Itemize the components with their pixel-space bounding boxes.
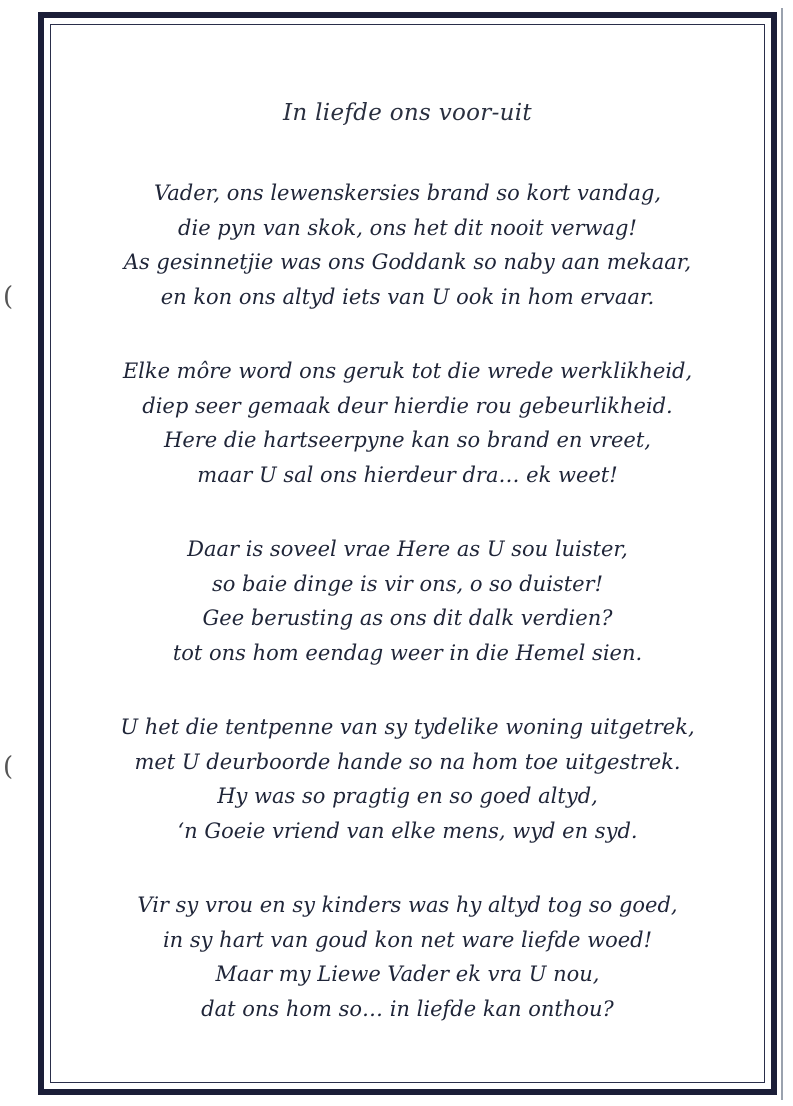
poem-line: die pyn van skok, ons het dit nooit verwag! — [178, 215, 637, 240]
poem-line: Vir sy vrou en sy kinders was hy altyd tog so goed, — [137, 893, 678, 917]
poem-line: Gee berusting as ons dit dalk verdien? — [202, 606, 613, 630]
stanza — [60, 176, 755, 314]
poem-line: Hy was so pragtig en so goed altyd, — [217, 784, 598, 808]
poem-line: diep seer gemaak deur hierdie rou gebeurlikheid. — [142, 393, 673, 418]
stanza — [60, 710, 755, 848]
poem-line: Daar is soveel vrae Here as U sou luister, — [187, 537, 628, 561]
poem-line: U het die tentpenne van sy tydelike woning uitgetrek, — [120, 715, 695, 739]
poem-line: As gesinnetjie was ons Goddank so naby aan mekaar, — [123, 250, 692, 274]
poem-line: in sy hart van goud kon net ware liefde woed! — [162, 927, 653, 952]
binder-hole-mark: ( — [3, 752, 14, 782]
poem-line: Elke môre word ons geruk tot die wrede werklikheid, — [122, 359, 693, 383]
page-edge-shadow — [765, 8, 783, 1100]
poem-line: met U deurboorde hande so na hom toe uitgestrek. — [134, 749, 681, 774]
poem-line: maar U sal ons hierdeur dra… ek weet! — [197, 462, 618, 487]
binder-hole-mark: ( — [3, 282, 14, 312]
stanza — [60, 888, 755, 1026]
poem-line: Vader, ons lewenskersies brand so kort vandag, — [154, 181, 661, 205]
poem-line: tot ons hom eendag weer in die Hemel sien. — [172, 640, 643, 665]
poem-line: so baie dinge is vir ons, o so duister! — [211, 571, 604, 596]
poem-title: In liefde ons voor-uit — [283, 100, 532, 126]
poem-line: en kon ons altyd iets van U ook in hom ervaar. — [160, 284, 655, 309]
stanza — [60, 532, 755, 670]
poem-line: Here die hartseerpyne kan so brand en vreet, — [164, 428, 651, 452]
poem-line: dat ons hom so… in liefde kan onthou? — [201, 996, 614, 1021]
poem-line: Maar my Liewe Vader ek vra U nou, — [215, 962, 600, 986]
poem-line: ‘n Goeie vriend van elke mens, wyd en syd. — [177, 818, 638, 843]
stanza — [60, 354, 755, 492]
poem — [60, 100, 755, 1066]
